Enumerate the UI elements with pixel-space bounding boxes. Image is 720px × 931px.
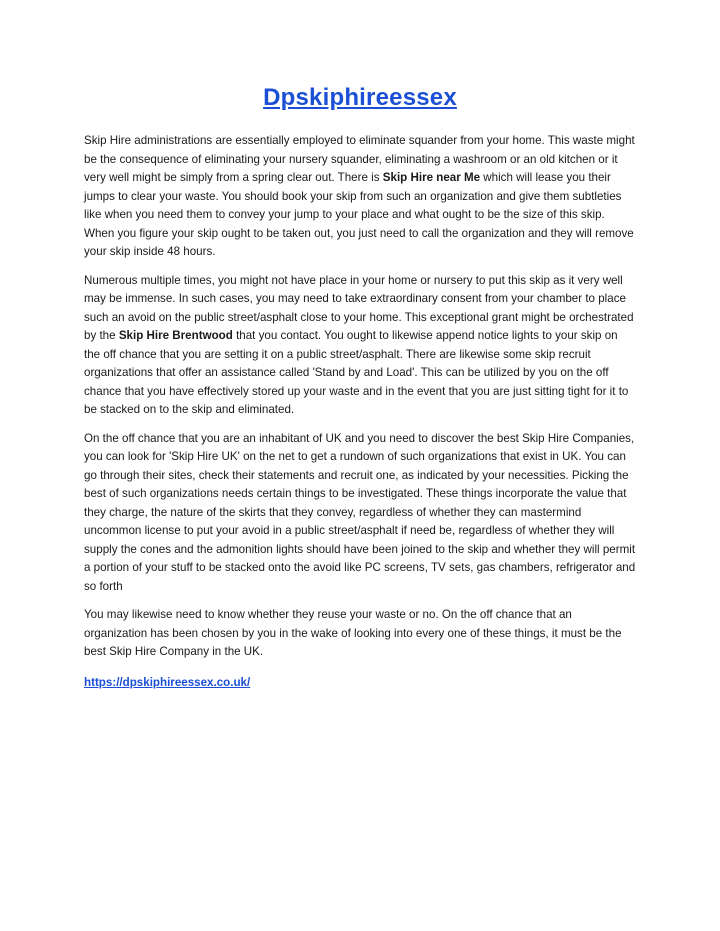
paragraph-4 xyxy=(84,606,636,662)
paragraph-2-text-a: Numerous multiple times, you might not have place in your home or nursery to put this skip as it very well may be immense. In such cases, you may need to take extraordinary consent from your chamber to place such an avoid on the public street/asphalt close to your home. This exceptional grant might be orchestrated by the xyxy=(84,273,634,342)
document-page xyxy=(84,84,636,691)
paragraph-1 xyxy=(84,132,636,262)
website-link[interactable]: https://dpskiphireessex.co.uk/ xyxy=(84,675,251,689)
paragraph-2 xyxy=(84,272,636,420)
keyword-skip-hire-brentwood: Skip Hire Brentwood xyxy=(118,329,233,342)
paragraph-1-text-b: which will lease you their jumps to clear your waste. You should book your skip from such an organization and give them subtleties like when you need them to convey your jump to your place and what ought to be the size of this skip. When you figure your skip ought to be taken out, you just need to call the organization and they will remove your skip inside 48 hours. xyxy=(84,171,634,258)
paragraph-3-text: On the off chance that you are an inhabitant of UK and you need to discover the best Skip Hire Companies, you can look for 'Skip Hire UK' on the net to get a rundown of such organizations that exist in UK. You can go through their sites, check their statements and recruit one, as indicated by your necessities. Picking the best of such organizations needs certain things to be investigated. These things incorporate the value that they charge, the nature of the skirts that they convey, regardless of whether they can mastermind uncommon license to put your avoid in a public street/asphalt if need be, regardless of whether they will supply the cones and the admonition lights should have been joined to the skip and whether they will permit a portion of your stuff to be stacked onto the avoid like PC screens, TV sets, gas chambers, refrigerator and so forth xyxy=(84,431,636,593)
paragraph-3 xyxy=(84,430,636,597)
document-title: Dpskiphireessex xyxy=(263,84,457,111)
paragraph-4-text: You may likewise need to know whether they reuse your waste or no. On the off chance that an organization has been chosen by you in the wake of looking into every one of these things, it must be the best Skip Hire Company in the UK. xyxy=(84,608,622,658)
keyword-skip-hire-near-me: Skip Hire near Me xyxy=(382,171,481,184)
paragraph-1-text-a: Skip Hire administrations are essentially employed to eliminate squander from your home. This waste might be the consequence of eliminating your nursery squander, eliminating a washroom or an old kitchen or it very well might be simply from a spring clear out. There is xyxy=(84,134,635,184)
paragraph-2-text-b: that you contact. You ought to likewise append notice lights to your skip on the off chance that you are setting it on a public street/asphalt. There are likewise some skip recruit organizations that offer an assistance called 'Stand by and Load'. This can be utilized by you on the off chance that you have effectively stored up your waste and in the event that you are just sitting tight for it to be stacked on to the skip and eliminated. xyxy=(84,329,629,416)
